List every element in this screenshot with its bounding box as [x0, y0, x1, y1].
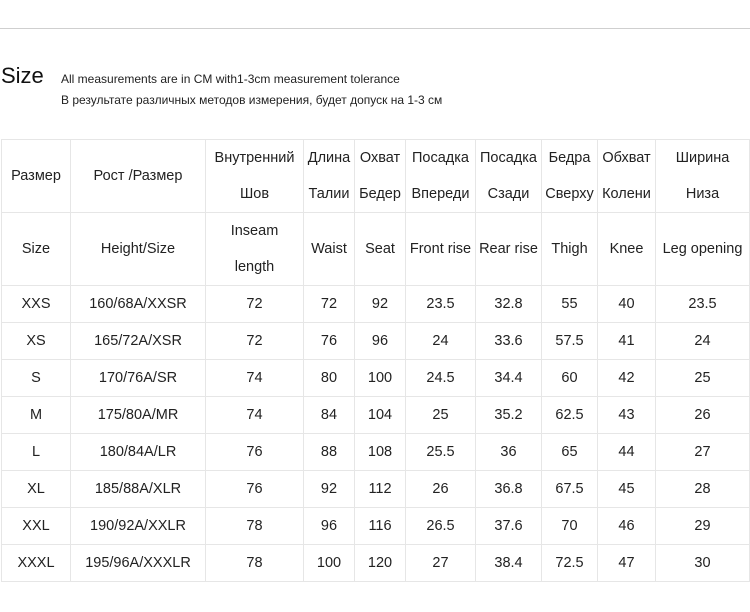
measurement-cell: 25 [406, 397, 476, 434]
measurement-cell: 27 [406, 545, 476, 582]
header-text: Шов [239, 186, 270, 202]
measurement-cell: 46 [598, 508, 656, 545]
size-cell: L [2, 434, 71, 471]
measurement-cell: 33.6 [476, 323, 542, 360]
header-cell [2, 140, 71, 213]
measurement-cell: 108 [355, 434, 406, 471]
measurement-cell: 44 [598, 434, 656, 471]
header-text: Внутренний [214, 150, 295, 166]
size-cell: S [2, 360, 71, 397]
measurement-cell: 72 [206, 286, 304, 323]
header-cell [355, 213, 406, 286]
measurement-cell: 100 [304, 545, 355, 582]
measurement-cell: 40 [598, 286, 656, 323]
tolerance-note-ru: В результате различных методов измерения, будет допуск на 1-3 см [61, 93, 443, 107]
size-cell: XXXL [2, 545, 71, 582]
header-cell [476, 213, 542, 286]
measurement-cell: 24.5 [406, 360, 476, 397]
measurement-cell: 78 [206, 545, 304, 582]
header-text: Thigh [551, 241, 588, 257]
size-cell: XXL [2, 508, 71, 545]
header-text: Leg opening [662, 241, 743, 257]
header-text: Посадка [480, 150, 537, 166]
header-text: Сзади [487, 186, 530, 202]
measurement-cell: 92 [355, 286, 406, 323]
header-text: Длина [307, 150, 351, 166]
header-text: Ширина [675, 150, 730, 166]
measurement-cell: 35.2 [476, 397, 542, 434]
header-text: Рост /Размер [93, 168, 183, 184]
table-row [2, 360, 750, 397]
measurement-cell: 36 [476, 434, 542, 471]
header-cell [206, 140, 304, 213]
measurement-cell: 30 [656, 545, 750, 582]
table-row [2, 471, 750, 508]
header-text: Waist [311, 241, 347, 257]
header-cell [406, 140, 476, 213]
header-text: Бедер [359, 186, 401, 202]
measurement-cell: 84 [304, 397, 355, 434]
measurement-cell: 27 [656, 434, 750, 471]
header-text: Размер [11, 168, 61, 184]
measurement-cell: 47 [598, 545, 656, 582]
size-chart-table [1, 139, 750, 582]
measurement-cell: 36.8 [476, 471, 542, 508]
measurement-cell: 57.5 [542, 323, 598, 360]
measurement-cell: 120 [355, 545, 406, 582]
header-cell [656, 140, 750, 213]
measurement-cell: 112 [355, 471, 406, 508]
measurement-cell: 26.5 [406, 508, 476, 545]
measurement-cell: 175/80A/MR [71, 397, 206, 434]
header-text: Knee [609, 241, 644, 257]
header-cell [598, 140, 656, 213]
measurement-cell: 88 [304, 434, 355, 471]
measurement-cell: 25.5 [406, 434, 476, 471]
header-cell [304, 213, 355, 286]
measurement-cell: 104 [355, 397, 406, 434]
measurement-cell: 76 [206, 471, 304, 508]
header-text: Inseam [230, 223, 279, 239]
header-cell [71, 140, 206, 213]
measurement-cell: 67.5 [542, 471, 598, 508]
measurement-cell: 34.4 [476, 360, 542, 397]
header-text: Талии [308, 186, 350, 202]
measurement-cell: 70 [542, 508, 598, 545]
measurement-cell: 72 [206, 323, 304, 360]
measurement-cell: 92 [304, 471, 355, 508]
header-text: Впереди [411, 186, 470, 202]
tolerance-note-en: All measurements are in CM with1-3cm measurement tolerance [61, 72, 400, 86]
measurement-cell: 32.8 [476, 286, 542, 323]
header-text: Колени [602, 186, 651, 202]
measurement-cell: 72.5 [542, 545, 598, 582]
measurement-cell: 180/84A/LR [71, 434, 206, 471]
measurement-cell: 96 [355, 323, 406, 360]
measurement-cell: 165/72A/XSR [71, 323, 206, 360]
table-row [2, 508, 750, 545]
header-cell [476, 140, 542, 213]
header-cell [355, 140, 406, 213]
header-row-ru [2, 140, 750, 213]
measurement-cell: 195/96A/XXXLR [71, 545, 206, 582]
measurement-cell: 76 [304, 323, 355, 360]
measurement-cell: 26 [406, 471, 476, 508]
table-row [2, 286, 750, 323]
measurement-cell: 78 [206, 508, 304, 545]
measurement-cell: 24 [406, 323, 476, 360]
measurement-cell: 74 [206, 360, 304, 397]
header-text: Seat [365, 241, 395, 257]
header-cell [304, 140, 355, 213]
header-text: Охват [359, 150, 401, 166]
header-text: Size [21, 241, 51, 257]
table-row [2, 323, 750, 360]
measurement-cell: 96 [304, 508, 355, 545]
measurement-cell: 100 [355, 360, 406, 397]
header-text: Height/Size [100, 241, 176, 257]
measurement-cell: 23.5 [406, 286, 476, 323]
header-cell [2, 213, 71, 286]
measurement-cell: 43 [598, 397, 656, 434]
header-cell [206, 213, 304, 286]
header-cell [71, 213, 206, 286]
measurement-cell: 62.5 [542, 397, 598, 434]
table-row [2, 434, 750, 471]
size-cell: XS [2, 323, 71, 360]
size-cell: XL [2, 471, 71, 508]
measurement-cell: 41 [598, 323, 656, 360]
measurement-cell: 80 [304, 360, 355, 397]
measurement-cell: 60 [542, 360, 598, 397]
header-text: Rear rise [479, 241, 538, 257]
header-cell [656, 213, 750, 286]
measurement-cell: 72 [304, 286, 355, 323]
measurement-cell: 37.6 [476, 508, 542, 545]
page-title: Size [1, 63, 44, 88]
header-cell [598, 213, 656, 286]
measurement-cell: 42 [598, 360, 656, 397]
measurement-cell: 25 [656, 360, 750, 397]
measurement-cell: 76 [206, 434, 304, 471]
measurement-cell: 45 [598, 471, 656, 508]
header-cell [542, 213, 598, 286]
header-text: Посадка [412, 150, 469, 166]
measurement-cell: 170/76A/SR [71, 360, 206, 397]
header-cell [406, 213, 476, 286]
size-cell: XXS [2, 286, 71, 323]
table-row [2, 397, 750, 434]
measurement-cell: 116 [355, 508, 406, 545]
measurement-cell: 38.4 [476, 545, 542, 582]
header-cell [542, 140, 598, 213]
header-text: length [234, 259, 275, 275]
measurement-cell: 190/92A/XXLR [71, 508, 206, 545]
header-row-en [2, 213, 750, 286]
measurement-cell: 28 [656, 471, 750, 508]
measurement-cell: 55 [542, 286, 598, 323]
size-cell: M [2, 397, 71, 434]
header-text: Сверху [545, 186, 594, 202]
header-text: Низа [685, 186, 720, 202]
header-text: Бедра [548, 150, 591, 166]
measurement-cell: 74 [206, 397, 304, 434]
measurement-cell: 160/68A/XXSR [71, 286, 206, 323]
header-text: Обхват [602, 150, 651, 166]
measurement-cell: 23.5 [656, 286, 750, 323]
measurement-cell: 26 [656, 397, 750, 434]
measurement-cell: 65 [542, 434, 598, 471]
measurement-cell: 24 [656, 323, 750, 360]
size-header [0, 62, 750, 112]
top-divider [0, 28, 750, 29]
table-row [2, 545, 750, 582]
measurement-cell: 29 [656, 508, 750, 545]
measurement-cell: 185/88A/XLR [71, 471, 206, 508]
header-text: Front rise [409, 241, 472, 257]
